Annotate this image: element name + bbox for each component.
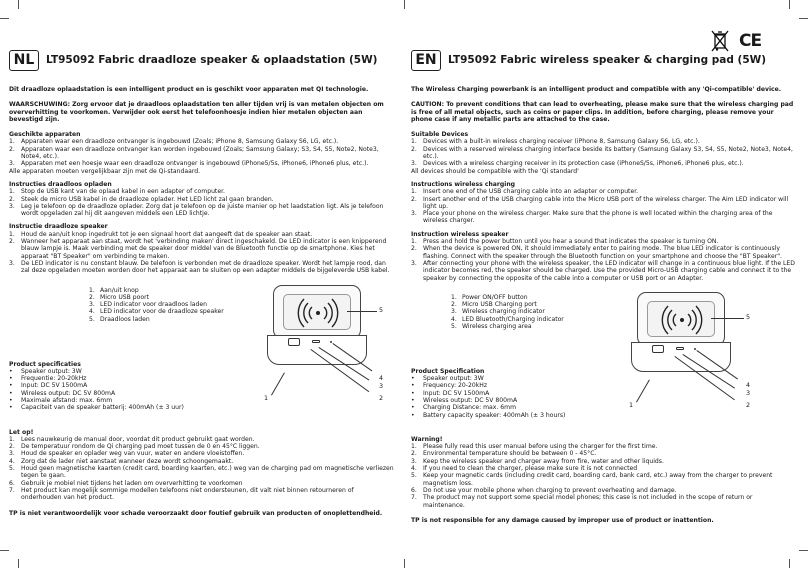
list-item: 1. Insert one end of the USB charging cable into an adapter or computer. xyxy=(411,188,639,196)
crop-mark xyxy=(0,18,9,19)
list-item: 6. Gebruik je mobiel niet tijdens het laden om oververhitting te voorkomen xyxy=(9,479,243,487)
list-item: 2. Steek de micro USB kabel in de draadloze oplader. Het LED licht zal gaan branden. xyxy=(9,195,274,203)
list-item: 2. Environmental temperature should be between 0 - 45°C. xyxy=(411,450,597,458)
callout-1: 1 xyxy=(629,400,634,409)
section-heading: Instruction wireless speaker xyxy=(411,230,509,238)
list-item: 1. Please fully read this user manual before using the charger for the first time. xyxy=(411,443,658,451)
list-item: 1. Apparaten waar een draadloze ontvanger is ingebouwd (Zoals; iPhone 8, Samsung Galaxy S6, LG, etc.). xyxy=(9,138,339,146)
speaker-base xyxy=(267,335,367,365)
legend-item: 4. LED Bluetooth/Charging indicator xyxy=(451,315,564,323)
crop-mark xyxy=(0,550,9,551)
crop-mark xyxy=(799,550,808,551)
footer-disclaimer: TP is not responsible for any damage caused by improper use of product or inattention. xyxy=(411,516,714,524)
list-item: • Battery capacity speaker: 400mAh (± 3 hours) xyxy=(411,411,566,419)
devices-section xyxy=(411,131,796,175)
led-indicator xyxy=(330,341,332,343)
list-item: 3. Keep the wireless speaker and charger away from fire, water and other liquids. xyxy=(411,457,664,465)
ce-mark: CE xyxy=(739,31,762,51)
section-header xyxy=(411,49,796,72)
list-item: 3. Houd de speaker en oplader weg van vuur, water en andere vloeistoffen. xyxy=(9,450,245,458)
leader-line xyxy=(347,311,377,312)
list-item: • Input: DC 5V 1500mA xyxy=(411,389,490,397)
list-item: 1. Houd de aan/uit knop ingedrukt tot je een signaal hoort dat aangeeft dat de speaker aan staat. xyxy=(9,230,313,238)
warning-text: WAARSCHUWING: Zorg ervoor dat je draadloos oplaadstation ten aller tijden vrij is van metalen objecten om oververhitting te voorkomen. Verwijder ook eerst het telefoonhoesje indien hier metalen objecten aan bevestigd zijn. xyxy=(9,101,384,123)
devices-section xyxy=(9,131,394,175)
section-heading: Instructies draadloos opladen xyxy=(9,180,112,188)
list-item: 7. Het product kan mogelijk sommige modellen telefoons niet ondersteunen, dit valt niet binnen retourneren of onderhouden van het product. xyxy=(9,486,354,502)
list-item: 1. Stop de USB kant van de oplaad kabel in een adapter of computer. xyxy=(9,188,225,196)
footer-disclaimer: TP is niet verantwoordelijk voor schade veroorzaakt door foutief gebruik van producten of onoplettendheid. xyxy=(9,509,383,517)
language-badge: NL xyxy=(9,50,39,71)
intro-text: Dit draadloze oplaadstation is een intelligent product en is geschikt voor apparaten met QI technologie. xyxy=(9,86,369,93)
charging-section xyxy=(9,181,394,217)
list-item: 3. De LED indicator is nu constant blauw. De telefoon is verbonden met de draadloze speaker. Wordt het lampje rood, dan zal deze opgeladen moeten worden door het apparaat aan te sluiten op een adapter middels de bijgeleverde USB kabel. xyxy=(9,259,390,275)
list-item: • Wireless output: DC 5V 800mA xyxy=(9,389,116,397)
leader-line xyxy=(271,372,285,395)
speaker-illustration xyxy=(267,285,367,363)
crop-mark xyxy=(18,559,19,568)
callout-2: 2 xyxy=(379,393,384,402)
spec-section xyxy=(9,361,269,412)
callout-3: 3 xyxy=(379,381,384,390)
speaker-section xyxy=(411,231,796,282)
language-badge: EN xyxy=(411,50,441,71)
callout-4: 4 xyxy=(746,380,751,389)
column-nl xyxy=(9,49,394,517)
caution-section xyxy=(9,429,394,502)
list-item: 3. Place your phone on the wireless charger. Make sure that the phone is well located within the charging area of the wireless charger. xyxy=(411,210,773,225)
list-item: 4. If you need to clean the charger, please make sure it is not connected xyxy=(411,465,638,473)
callout-3: 3 xyxy=(746,388,751,397)
section-heading: Instructie draadloze speaker xyxy=(9,223,108,231)
section-heading: Suitable Devices xyxy=(411,131,469,139)
list-item: 2. Wanneer het apparaat aan staat, wordt het 'verbinding maken' direct ingeschakeld. De LED indicator is een knipperend blauw lampje is. Maak verbinding met de speaker door middel van de Bluetooth functie op de smartphone. Kies het apparaat "BT Speaker" om verbinding te maken. xyxy=(9,238,387,260)
crop-mark xyxy=(789,559,790,568)
legend-item: 5. Wireless charging area xyxy=(451,323,532,331)
legend-item: 5. Draadloos laden xyxy=(89,315,150,323)
list-item: • Speaker output: 3W xyxy=(411,375,484,383)
wireless-charging-icon xyxy=(284,295,352,331)
callout-2: 2 xyxy=(746,400,751,409)
crop-mark xyxy=(404,559,405,568)
list-item: • Charging Distance: max. 6mm xyxy=(411,404,517,412)
legend-item: 2. Micro USB poort xyxy=(89,293,150,301)
callout-1: 1 xyxy=(264,393,269,402)
legend-item: 2. Micro USB Charging port xyxy=(451,301,537,309)
page-title: LT95092 Fabric wireless speaker & charging pad (5W) xyxy=(448,53,767,66)
legend-item: 4. LED indicator voor de draadloze speaker xyxy=(89,308,224,316)
list-item: 6. Do not use your mobile phone when charging to prevent overheating and damage. xyxy=(411,486,677,494)
speaker-illustration xyxy=(631,292,731,370)
list-item: • Input: DC 5V 1500mA xyxy=(9,382,88,390)
list-item: 2. De temperatuur rondom de Qi charging pad moet tussen de 0 en 45°C liggen. xyxy=(9,443,260,451)
list-item: 2. Apparaten waar een draadloze ontvanger kan worden ingebouwd (Zoals; Samsung Galaxy; S3, S4, S5, Note2, Note3, Note4, etc.). xyxy=(9,145,379,161)
crop-mark xyxy=(799,18,808,19)
page-title: LT95092 Fabric draadloze speaker & oplaadstation (5W) xyxy=(46,53,378,66)
callout-5: 5 xyxy=(746,312,751,321)
list-item: 5. Keep your magnetic cards (including credit card, boarding card, bank card, etc.) away from the charger to prevent magnetism loss. xyxy=(411,472,773,487)
list-item: 5. Houd geen magnetische kaarten (credit card, boarding kaarten, etc.) weg van de charging pad om magnetische verliezen tegen te gaan. xyxy=(9,465,394,480)
section-heading: Warning! xyxy=(411,435,443,443)
power-button xyxy=(652,345,664,353)
list-item: • Capaciteit van de speaker batterij: 400mAh (± 3 uur) xyxy=(9,404,184,412)
list-item: 1. Lees nauwkeurig de manual door, voordat dit product gebruikt gaat worden. xyxy=(9,435,255,443)
crop-mark xyxy=(789,0,790,9)
figure-legend xyxy=(451,294,564,330)
list-item: • Frequency: 20-20kHz xyxy=(411,382,488,390)
devices-note: Alle apparaten moeten vergelijkbaar zijn met de Qi-standaard. xyxy=(9,167,201,175)
usb-port xyxy=(676,347,684,350)
legend-item: 1. Power ON/OFF button xyxy=(451,293,528,301)
column-en xyxy=(411,49,796,524)
product-figure xyxy=(9,281,394,412)
power-button xyxy=(288,338,300,346)
speaker-section xyxy=(9,223,394,274)
callout-4: 4 xyxy=(379,373,384,382)
warning-text: CAUTION: To prevent conditions that can lead to overheating, please make sure that the wireless charging pad is free of all metal objects, such as coins or paper clips. In addition, before charging, please remove your phone case if any metallic parts are attached to the case. xyxy=(411,101,794,123)
list-item: 7. The product may not support some special model phones; this case is not included in the scope of return or maintenance. xyxy=(411,494,753,509)
list-item: 3. Leg je telefoon op de draadloze oplader. Zorg dat je telefoon op de juiste manier op het laadstation ligt. Als je telefoon wordt opgeladen zal hij dit aangeven middels een LED lichtje. xyxy=(9,202,384,218)
leader-line xyxy=(711,318,744,319)
section-heading: Product Specification xyxy=(411,367,485,375)
list-item: • Frequentie: 20-20kHz xyxy=(9,375,87,383)
crop-mark xyxy=(18,0,19,9)
callout-5: 5 xyxy=(379,305,384,314)
list-item: • Wireless output: DC 5V 800mA xyxy=(411,397,518,405)
devices-note: All devices should be compatible with the 'Qi standard' xyxy=(411,167,579,175)
list-item: 1. Press and hold the power button until you hear a sound that indicates the speaker is turning ON. xyxy=(411,238,719,246)
list-item: 2. Insert another end of the USB charging cable into the Micro USB port of the wireless charger. The Aim LED indicator will light up. xyxy=(411,195,789,210)
intro-text: The Wireless Charging powerbank is an intelligent product and compatible with any 'Qi-compatible' device. xyxy=(411,86,782,93)
list-item: 3. Devices with a wireless charging receiver in its protection case (iPhoneS/5s, iPhone6, iPhone6 plus, etc.). xyxy=(411,160,744,168)
section-heading: Let op! xyxy=(9,428,34,436)
list-item: 4. Zorg dat de lader niet aanstaat wanneer deze wordt schoongemaakt. xyxy=(9,457,234,465)
usb-port xyxy=(312,340,320,343)
section-header xyxy=(9,49,394,72)
charging-pad xyxy=(647,301,715,337)
list-item: 2. When the device is powered ON, it should immediately enter to pairing mode. The blue LED indicator is continuously flashing. Connect with the speaker through the Bluetooth function on your smartphone and choose the "BT Speaker". xyxy=(411,245,782,260)
list-item: • Maximale afstand: max. 6mm xyxy=(9,397,113,405)
section-heading: Instructions wireless charging xyxy=(411,180,516,188)
list-item: 3. After connecting your phone with the wireless speaker, the LED indicator will change in a continuous blue light. If the LED indicator becomes red, the speaker should be charged. Use the provided Micro-USB charging cable and connect it to the speaker by connecting the opposite of the cable into a computer or USB port or an Adapter. xyxy=(411,259,795,282)
figure-legend xyxy=(89,287,224,323)
spec-section xyxy=(411,368,671,419)
section-heading: Product specificaties xyxy=(9,360,81,368)
legend-item: 1. Aan/uit knop xyxy=(89,286,139,294)
crop-mark xyxy=(404,0,405,9)
section-heading: Geschikte apparaten xyxy=(9,131,81,139)
charging-pad xyxy=(283,294,351,330)
product-figure xyxy=(411,288,796,419)
legend-item: 3. Wireless charging indicator xyxy=(451,308,545,316)
charging-section xyxy=(411,181,796,225)
caution-section xyxy=(411,436,796,509)
list-item: 1. Devices with a built-in wireless charging receiver (iPhone 8, Samsung Galaxy S6, LG, etc.). xyxy=(411,138,700,146)
wireless-charging-icon xyxy=(648,302,716,338)
list-item: • Speaker output: 3W xyxy=(9,367,82,375)
list-item: 2. Devices with a reserved wireless charging interface beside its battery (Samsung Galaxy S3, S4, S5, Note2, Note3, Note4, etc.). xyxy=(411,145,793,161)
legend-item: 3. LED indicator voor draadloos laden xyxy=(89,301,208,309)
list-item: 3. Apparaten met een hoesje waar een draadloze ontvanger is ingebouwd (iPhone5/5s, iPhone6, iPhone6 plus, etc.). xyxy=(9,160,369,168)
